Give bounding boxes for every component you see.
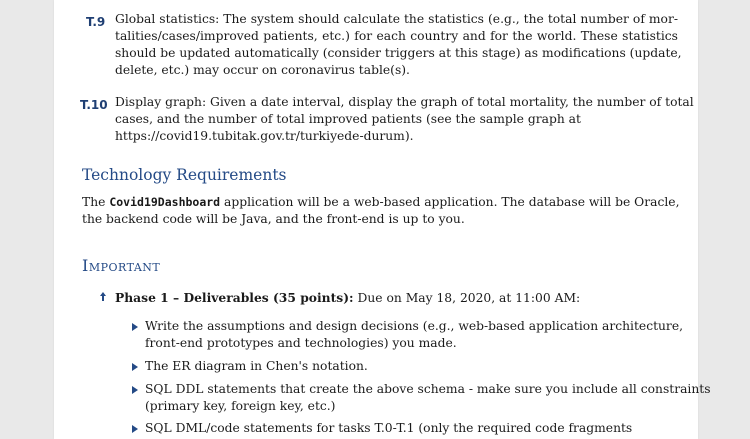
document-page [54, 0, 711, 439]
list-item: The ER diagram in Chen's notation. [145, 359, 368, 373]
text-line: the backend code will be Java, and the front-end is up to you. [82, 212, 465, 226]
triangle-bullet-icon [132, 363, 138, 371]
text-line: https://covid19.tubitak.gov.tr/turkiyede-durum). [115, 129, 414, 143]
list-item: Write the assumptions and design decisions (e.g., web-based application architecture, front-end prototypes and technologies) you made. [145, 319, 684, 350]
triangle-bullet-icon [132, 425, 138, 433]
text-line: talities/cases/improved patients, etc.) for each country and for the world. These statistics [115, 29, 678, 43]
list-item: SQL DDL statements that create the above schema - make sure you include all constraints (primary key, foreign key, etc.) [145, 382, 711, 413]
text-line: Global statistics: The system should calculate the statistics (e.g., the total number of mor- [115, 12, 678, 26]
code-identifier: Covid19Dashboard [109, 195, 221, 209]
text-line: delete, etc.) may occur on coronavirus table(s). [115, 63, 410, 77]
task-number: T.9 [86, 15, 106, 29]
task-description [115, 11, 682, 79]
text-line: should be updated automatically (consider triggers at this stage) as modifications (update, [115, 46, 682, 60]
technology-paragraph [82, 194, 678, 228]
list-item: SQL DML/code statements for tasks T.0-T.1 (only the required code fragments [145, 421, 633, 435]
triangle-bullet-icon [132, 386, 138, 394]
section-heading-technology: Technology Requirements [82, 166, 287, 184]
text-line: The Covid19Dashboard application will be a web-based application. The database will be Oracle, [82, 195, 680, 209]
text-line: Display graph: Given a date interval, display the graph of total mortality, the number of total [115, 95, 694, 109]
task-description [115, 94, 694, 145]
section-heading-important: Important [82, 256, 161, 275]
diamond-bullet-icon [99, 292, 107, 302]
triangle-bullet-icon [132, 323, 138, 331]
text-line: cases, and the number of total improved patients (see the sample graph at [115, 112, 581, 126]
task-number: T.10 [80, 98, 108, 112]
phase-1-line: Phase 1 – Deliverables (35 points): Due on May 18, 2020, at 11:00 AM: [115, 290, 581, 305]
